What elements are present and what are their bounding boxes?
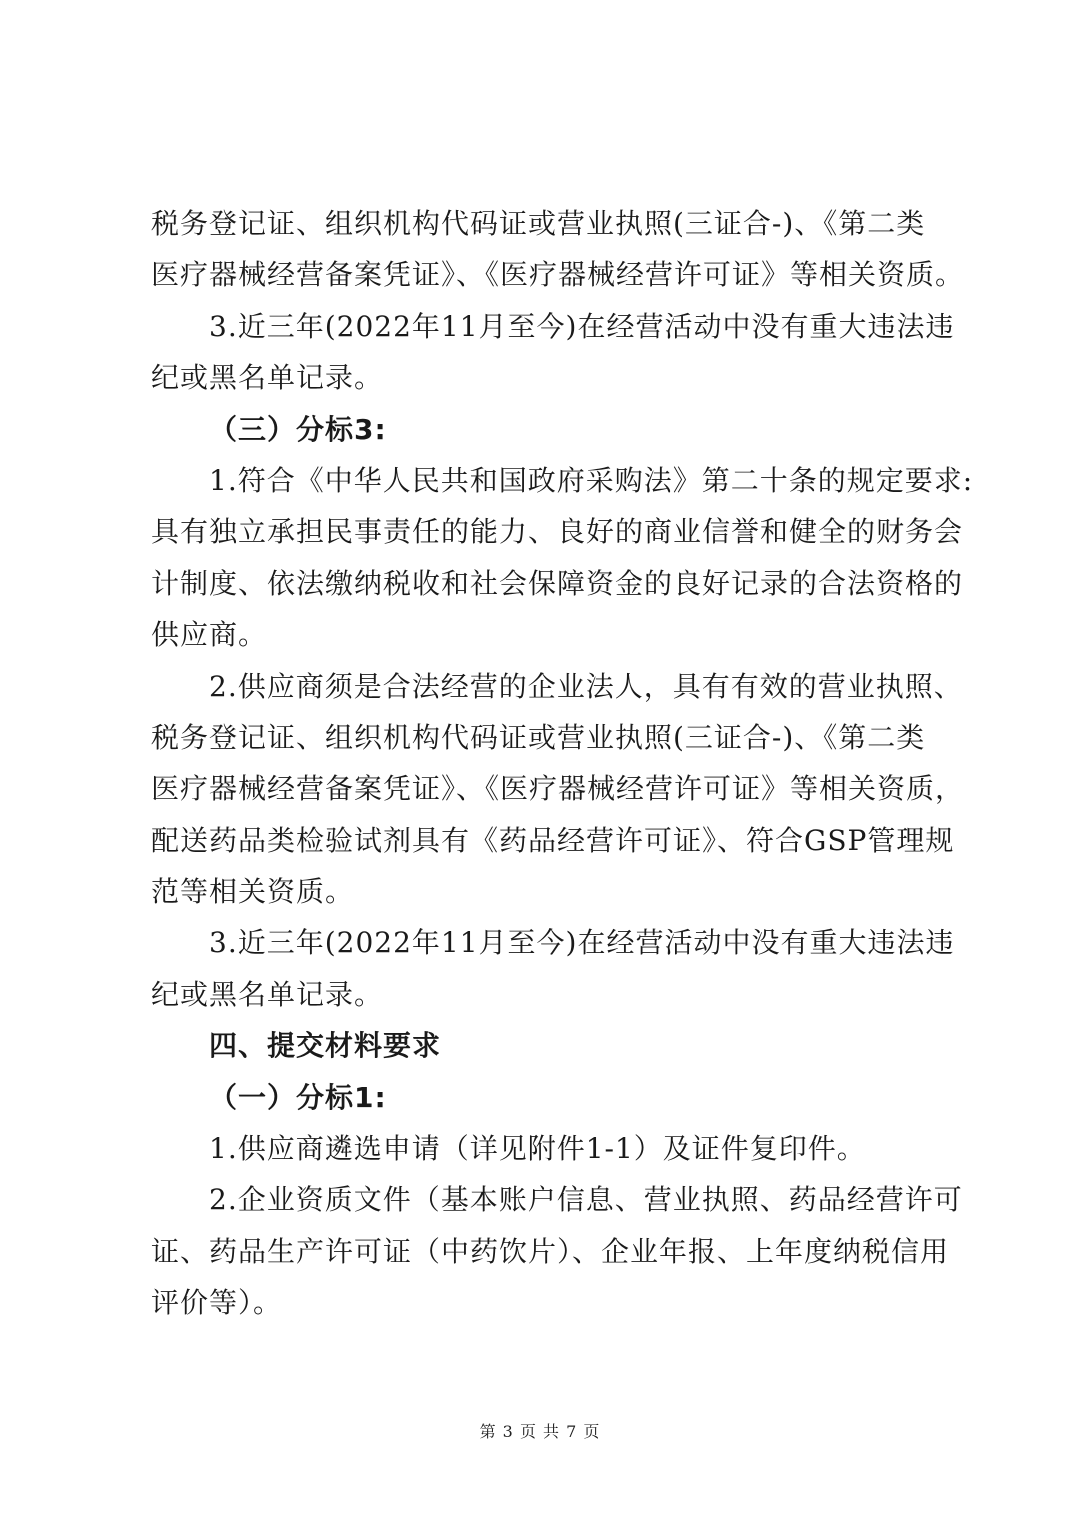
body-line: 评价等）。 [151, 1286, 283, 1320]
body-line: 具有独立承担民事责任的能力、良好的商业信誉和健全的财务会 [151, 515, 964, 549]
body-line: 供应商。 [151, 618, 268, 652]
sub-heading: （三）分标3: [209, 412, 387, 446]
document-body [151, 198, 974, 1329]
sub-heading: （一）分标1: [209, 1080, 387, 1114]
body-line: 纪或黑名单记录。 [151, 361, 384, 395]
body-line: 证、药品生产许可证（中药饮片）、企业年报、上年度纳税信用 [151, 1234, 950, 1268]
body-line: 配送药品类检验试剂具有《药品经营许可证》、符合GSP管理规 [151, 823, 955, 857]
page-number-footer: 第 3 页 共 7 页 [479, 1422, 601, 1441]
body-line: 税务登记证、组织机构代码证或营业执照(三证合-)、《第二类 [151, 207, 926, 240]
paragraph-first-line: 1.符合《中华人民共和国政府采购法》第二十条的规定要求: [209, 463, 974, 497]
body-line: 范等相关资质。 [151, 875, 355, 909]
paragraph-first-line: 2.企业资质文件（基本账户信息、营业执照、药品经营许可 [209, 1183, 963, 1217]
body-line: 医疗器械经营备案凭证》、《医疗器械经营许可证》等相关资质， [151, 772, 965, 806]
paragraph-first-line: 3.近三年(2022年11月至今)在经营活动中没有重大违法违 [209, 309, 955, 343]
body-line: 纪或黑名单记录。 [151, 977, 384, 1011]
paragraph-first-line: 3.近三年(2022年11月至今)在经营活动中没有重大违法违 [209, 926, 955, 960]
body-line: 计制度、依法缴纳税收和社会保障资金的良好记录的合法资格的 [151, 566, 964, 600]
body-line: 医疗器械经营备案凭证》、《医疗器械经营许可证》等相关资质。 [151, 258, 965, 292]
body-line: 税务登记证、组织机构代码证或营业执照(三证合-)、《第二类 [151, 720, 926, 754]
paragraph-first-line: 1.供应商遴选申请（详见附件1-1）及证件复印件。 [209, 1132, 866, 1166]
paragraph-first-line: 2.供应商须是合法经营的企业法人，具有有效的营业执照、 [209, 669, 963, 703]
section-heading: 四、提交材料要求 [209, 1029, 442, 1063]
